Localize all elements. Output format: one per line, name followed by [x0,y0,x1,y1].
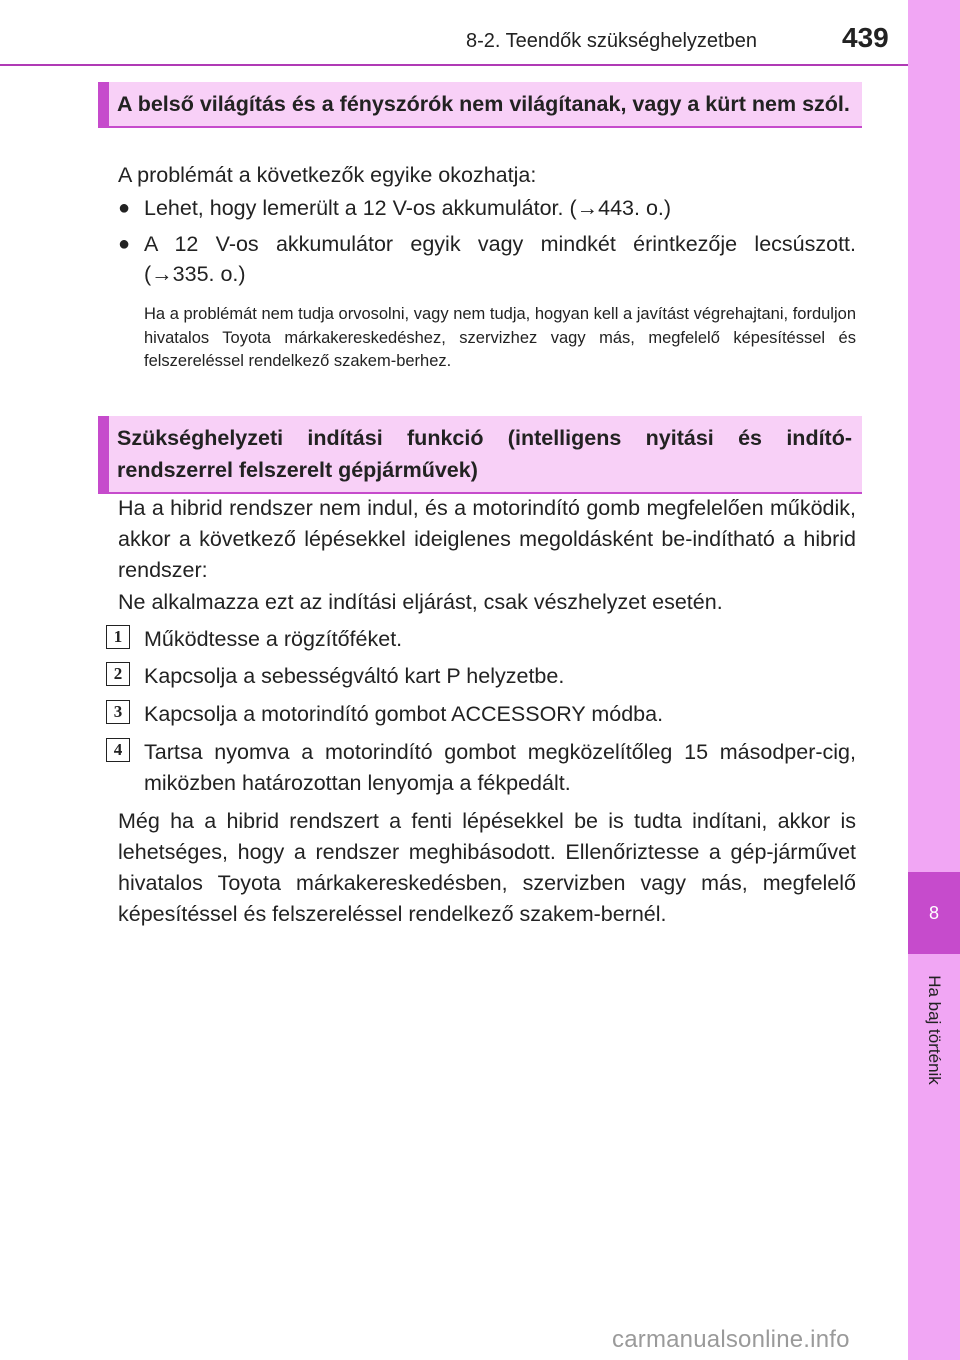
header-divider [0,64,908,66]
step-number-badge: 3 [106,700,130,724]
step-text: Működtesse a rögzítőféket. [144,627,403,651]
intro-text: Ha a hibrid rendszer nem indul, és a motorindító gomb megfelelően működik, akkor a következő lépésekkel ideiglenes megoldásként be-indítható a hibrid rendszer: [118,496,856,582]
chapter-tab-top [908,0,960,872]
bullet-item-ref: (→335. o.) [144,262,246,286]
chapter-number-tab: 8 [908,872,960,954]
section-heading-lights-horn: A belső világítás és a fényszórók nem világítanak, vagy a kürt nem szól. [98,82,862,128]
bullet-icon: ● [118,197,131,219]
note-text: Ha a problémát nem tudja orvosolni, vagy nem tudja, hogyan kell a javítást végrehajtani, forduljon hivatalos Toyota márkakereskedéshez, szervizhez vagy más, megfelelő képesítéssel és felszereléssel rendelkező szakem-berhez. [144,305,856,370]
intro-text: A problémát a következők egyike okozhatja: [118,163,537,187]
step-number-badge: 4 [106,738,130,762]
step-text: Kapcsolja a sebességváltó kart P helyzetbe. [144,664,565,688]
chapter-label: Ha baj történik [925,975,944,1085]
step-text: Kapcsolja a motorindító gombot ACCESSORY módba. [144,702,664,726]
step-number-badge: 1 [106,625,130,649]
step-text: Tartsa nyomva a motorindító gombot megközelítőleg 15 másodper-cig, miközben határozottan lenyomja a fékpedált. [144,740,856,795]
section-heading-emergency-start: Szükséghelyzeti indítási funkció (intelligens nyitási és indító-rendszerrel felszerelt gépjárművek) [98,416,862,494]
step-number-badge: 2 [106,662,130,686]
page-number: 439 [842,22,889,53]
section-title: 8-2. Teendők szükséghelyzetben [466,30,757,52]
bullet-item: Lehet, hogy lemerült a 12 V-os akkumulátor. (→443. o.) [144,196,672,220]
warning-text: Ne alkalmazza ezt az indítási eljárást, csak vészhelyzet esetén. [118,590,723,614]
bullet-item: A 12 V-os akkumulátor egyik vagy mindkét érintkezője lecsúszott. [144,232,856,256]
bullet-icon: ● [118,233,131,255]
watermark: carmanualsonline.info [612,1326,850,1353]
closing-text: Még ha a hibrid rendszert a fenti lépésekkel be is tudta indítani, akkor is lehetséges, hogy a rendszer meghibásodott. Ellenőriztesse a gép-járművet hivatalos Toyota márkakereskedésben, szervizben vagy más, megfelelő képesítéssel és felszereléssel rendelkező szakem-bernél. [118,809,856,926]
